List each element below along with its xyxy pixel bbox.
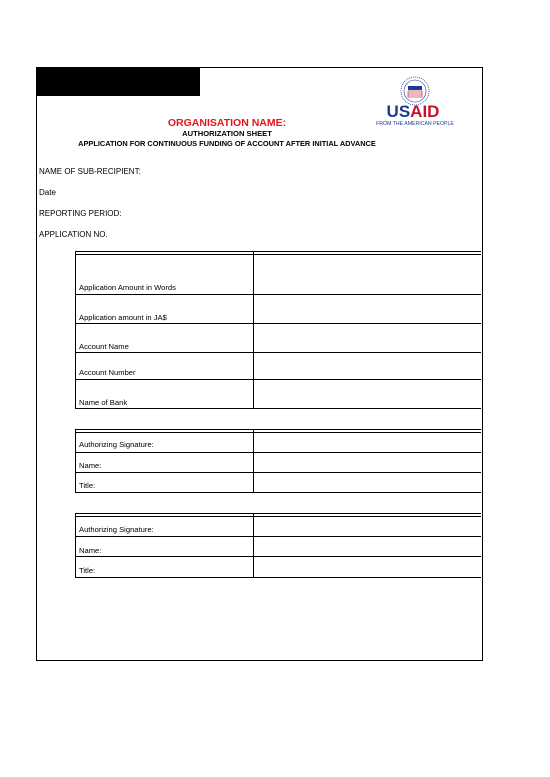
account-name-label: Account Name [79,342,129,351]
header-black-bar [37,68,200,96]
bank-name-label: Name of Bank [79,398,128,407]
organisation-name-label: ORGANISATION NAME: [167,117,287,129]
application-no-label: APPLICATION NO. [39,230,108,239]
sheet-title: AUTHORIZATION SHEET [182,129,272,138]
amount-in-jad-label: Application amount in JA$ [79,313,167,322]
signatory-1-signature-label: Authorizing Signature: [79,440,154,449]
account-number-label: Account Number [79,368,136,377]
date-label: Date [39,188,56,197]
usaid-logo-tagline: FROM THE AMERICAN PEOPLE [376,121,454,127]
sheet-subtitle: APPLICATION FOR CONTINUOUS FUNDING OF ACCOUNT AFTER INITIAL ADVANCE [78,139,376,148]
signatory-1-name-label: Name: [79,461,102,470]
reporting-period-label: REPORTING PERIOD: [39,209,122,218]
form-border [36,67,483,661]
signatory-1-title-label: Title: [79,481,96,490]
signatory-2-name-label: Name: [79,546,102,555]
signatory-2-title-label: Title: [79,566,96,575]
sub-recipient-label: NAME OF SUB-RECIPIENT: [39,167,141,176]
amount-in-words-label: Application Amount in Words [79,283,176,292]
usaid-logo-text: USAID [386,102,440,121]
signatory-2-signature-label: Authorizing Signature: [79,525,154,534]
